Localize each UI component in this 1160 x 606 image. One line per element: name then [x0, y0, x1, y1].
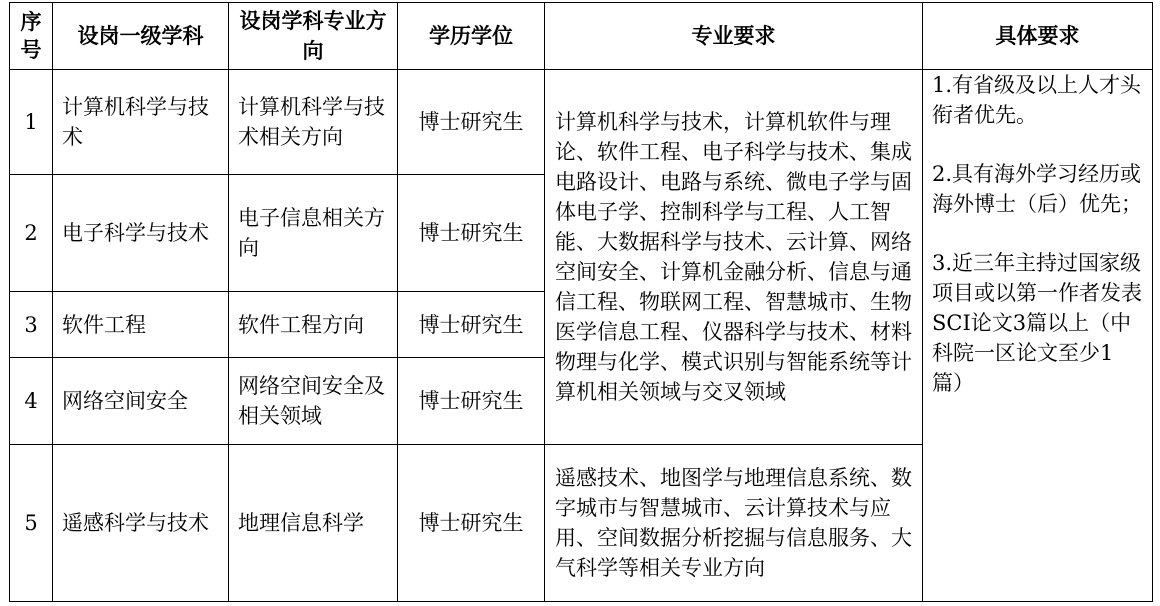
header-index: 序号	[10, 3, 53, 70]
row-index: 4	[10, 358, 53, 445]
row-degree: 博士研究生	[398, 445, 545, 602]
row-direction: 电子信息相关方向	[229, 175, 398, 292]
row-direction: 地理信息科学	[229, 445, 398, 602]
specific-requirement-1: 1.有省级及以上人才头衔者优先。	[932, 73, 1142, 127]
row-index: 5	[10, 445, 53, 602]
row-index: 1	[10, 70, 53, 175]
row-index: 2	[10, 175, 53, 292]
specific-requirement-2: 2.具有海外学习经历或海外博士（后）优先；	[932, 162, 1142, 216]
row-discipline: 网络空间安全	[53, 358, 229, 445]
header-major-requirements: 专业要求	[545, 3, 923, 70]
table-row	[10, 70, 1153, 175]
specific-requirement-3: 3.近三年主持过国家级项目或以第一作者发表SCI论文3篇以上（中科院一区论文至少1篇）	[932, 251, 1142, 395]
recruitment-table	[9, 2, 1153, 602]
row-discipline: 电子科学与技术	[53, 175, 229, 292]
row-direction: 网络空间安全及相关领域	[229, 358, 398, 445]
header-specific-requirements: 具体要求	[923, 3, 1153, 70]
row-direction: 计算机科学与技术相关方向	[229, 70, 398, 175]
header-degree: 学历学位	[398, 3, 545, 70]
major-requirements-cell-row5	[545, 445, 923, 602]
header-row	[10, 3, 1153, 70]
major-requirements-text-row5: 遥感技术、地图学与地理信息系统、数字城市与智慧城市、云计算技术与应用、空间数据分析挖掘与信息服务、大气科学等相关专业方向	[555, 466, 912, 580]
major-requirements-text: 计算机科学与技术，计算机软件与理论、软件工程、电子科学与技术、集成电路设计、电路与系统、微电子学与固体电子学、控制科学与工程、人工智能、大数据科学与技术、云计算、网络空间安全、计算机金融分析、信息与通信工程、物联网工程、智慧城市、生物医学信息工程、仪器科学与技术、材料物理与化学、模式识别与智能系统等计算机相关领域与交叉领域	[555, 110, 912, 404]
row-degree: 博士研究生	[398, 70, 545, 175]
row-discipline: 软件工程	[53, 292, 229, 358]
row-degree: 博士研究生	[398, 358, 545, 445]
row-degree: 博士研究生	[398, 292, 545, 358]
row-degree: 博士研究生	[398, 175, 545, 292]
major-requirements-cell	[545, 70, 923, 445]
row-discipline: 计算机科学与技术	[53, 70, 229, 175]
row-direction: 软件工程方向	[229, 292, 398, 358]
row-index: 3	[10, 292, 53, 358]
header-discipline: 设岗一级学科	[53, 3, 229, 70]
specific-requirements-cell	[923, 70, 1153, 602]
header-direction: 设岗学科专业方向	[229, 3, 398, 70]
row-discipline: 遥感科学与技术	[53, 445, 229, 602]
